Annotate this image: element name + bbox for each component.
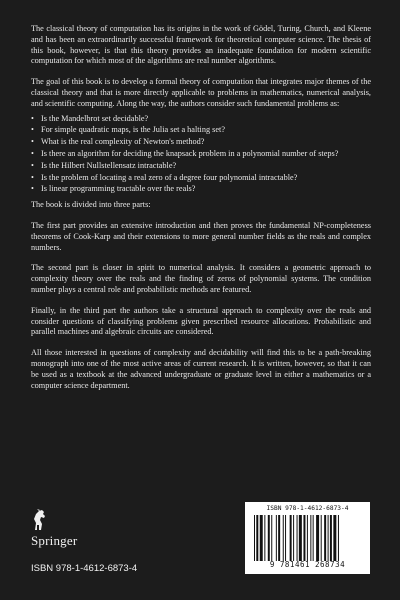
publisher-logo [31, 508, 111, 552]
part3-paragraph: Finally, in the third part the authors take a structural approach to complexity over the reals and consider questions of classifying problems given prescribed resource allocations. Probabilistic and parallel machines and algebraic circuits are considered. [31, 305, 371, 337]
springer-horse-icon [31, 508, 49, 532]
closing-paragraph: All those interested in questions of complexity and decidability will find this to be a path-breaking monograph into one of the most active areas of current research. It is written, however, so that it can be used as a textbook at the advanced undergraduate or graduate level in either a mathematics or a computer science department. [31, 348, 371, 390]
publisher-name: Springer [31, 533, 78, 548]
barcode [245, 502, 370, 574]
blurb [31, 24, 371, 401]
list-item: • What is the real complexity of Newton's method? [31, 137, 371, 148]
problem-list [31, 114, 371, 196]
isbn-text: ISBN 978-1-4612-6873-4 [31, 563, 138, 574]
divided-paragraph: The book is divided into three parts: [31, 200, 151, 210]
part1-paragraph: The first part provides an extensive introduction and then proves the fundamental NP-completeness theorems of Cook-Karp and their extensions to more general number fields as the reals and complex numbers. [31, 220, 371, 252]
list-item: • Is there an algorithm for deciding the knapsack problem in a polynomial number of steps? [31, 149, 371, 160]
list-item: • Is the problem of locating a real zero of a degree four polynomial intractable? [31, 173, 371, 184]
barcode-bars [254, 515, 364, 561]
list-item: • Is linear programming tractable over the reals? [31, 184, 371, 195]
list-item: • Is the Mandelbrot set decidable? [31, 114, 371, 125]
goal-paragraph: The goal of this book is to develop a formal theory of computation that integrates major themes of the classical theory and that is more directly applicable to problems in mathematics, numerical analysis, and scientific computing. Along the way, the authors consider such fundamental problems as: [31, 77, 371, 108]
intro-paragraph: The classical theory of computation has its origins in the work of Gödel, Turing, Church, and Kleene and has been an extraordinarily successful framework for theoretical computer science. The thesis of this book, however, is that this theory provides an inadequate foundation for modern scientific computation for which most of the algorithms are real number algorithms. [31, 24, 371, 66]
part2-paragraph: The second part is closer in spirit to numerical analysis. It considers a geometric approach to complexity theory over the reals and the finding of zeros of polynomial systems. The condition number plays a central role and probabilistic methods are featured. [31, 263, 371, 294]
list-item: • Is the Hilbert Nullstellensatz intractable? [31, 161, 371, 172]
barcode-isbn-label: ISBN 978-1-4612-6873-4 [266, 505, 349, 512]
list-item: • For simple quadratic maps, is the Julia set a halting set? [31, 125, 371, 136]
barcode-digits: 9 781461 268734 [269, 560, 346, 569]
